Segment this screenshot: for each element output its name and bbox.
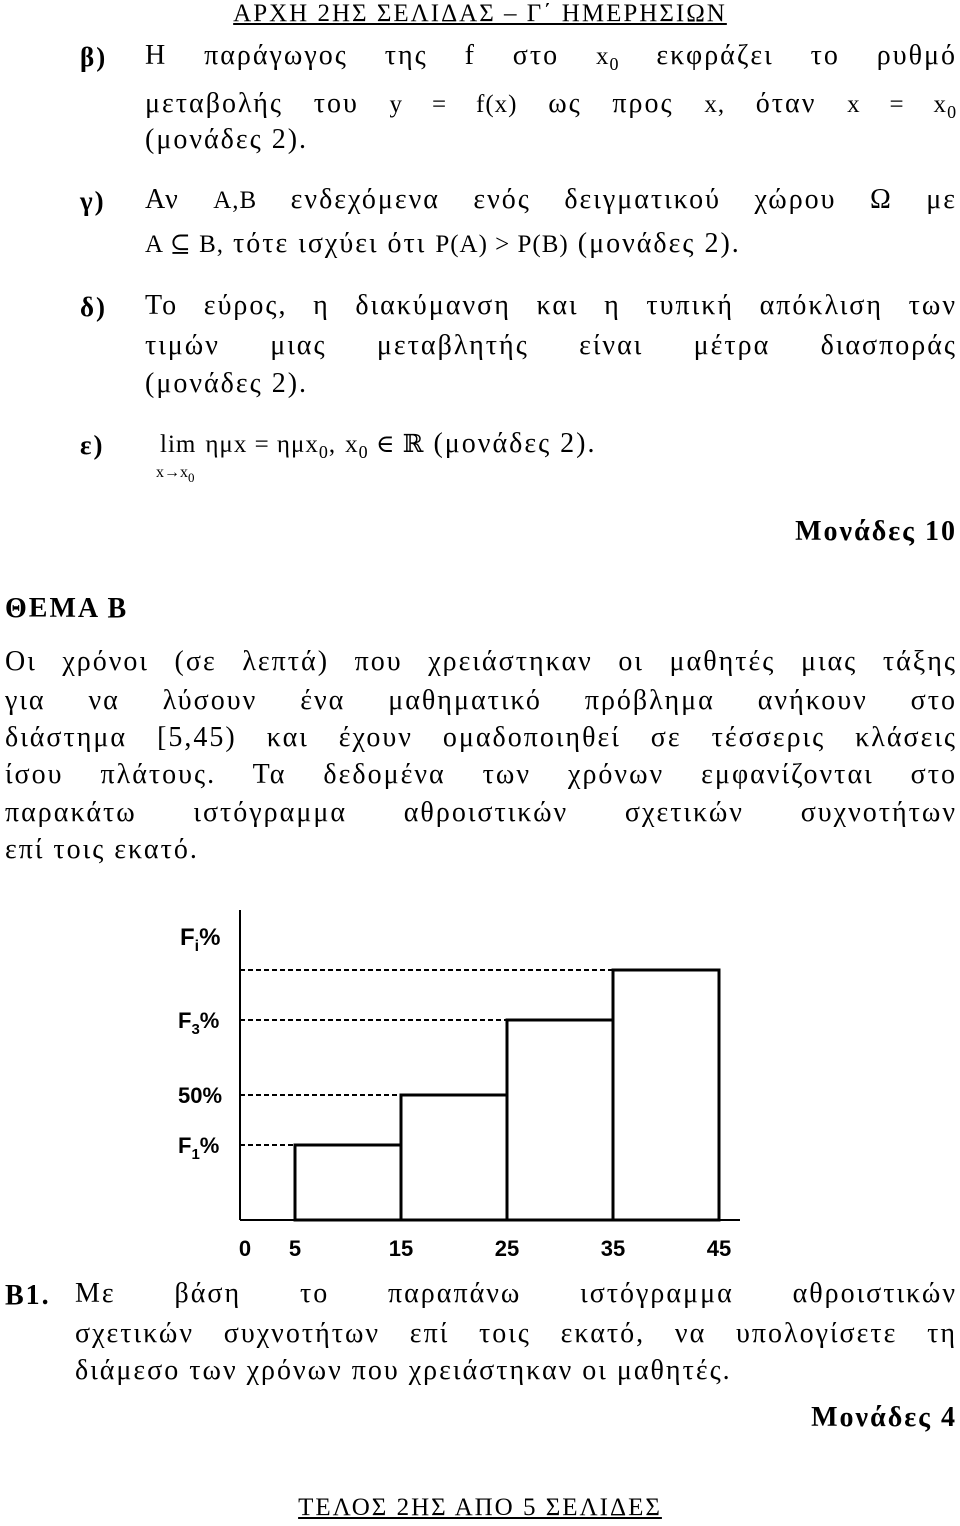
gamma-text-1: Αν (145, 184, 180, 215)
beta-text-5: όταν (755, 88, 817, 119)
gamma-text-5: (μονάδες 2). (577, 228, 741, 259)
item-delta-line-2: τιμών μιας μεταβλητής είναι μέτρα διασποράς (145, 330, 957, 361)
item-delta-label: δ) (80, 292, 108, 322)
item-beta-label: β) (80, 42, 108, 72)
beta-text-4: ως προς (548, 88, 674, 119)
page-header: ΑΡΧΗ 2ΗΣ ΣΕΛΙΔΑΣ – Γ΄ ΗΜΕΡΗΣΙΩΝ (233, 0, 727, 27)
beta-equation-y: y = f(x) (389, 91, 518, 118)
item-delta-line-3: (μονάδες 2). (145, 368, 309, 399)
item-beta-line-3: (μονάδες 2). (145, 124, 309, 155)
histogram-bar-4 (613, 970, 719, 1220)
y-tick-label-1: $F_1\%$ (178, 1133, 220, 1163)
beta-text-2: εκφράζει το ρυθμό (656, 40, 957, 71)
item-beta-line-1 (145, 40, 957, 75)
thema-b-line-4: ίσου πλάτους. Τα δεδομένα των χρόνων εμφανίζονται στο (5, 759, 957, 790)
item-gamma-line-2 (145, 228, 741, 260)
b1-line-1: Με βάση το παραπάνω ιστόγραμμα αθροιστικών (75, 1278, 957, 1309)
item-epsilon-line (160, 428, 596, 463)
epsilon-expression: ημx = ημx$_0$, (205, 431, 337, 462)
thema-b-line-6: επί τοις εκατό. (5, 834, 199, 865)
beta-equation-x: $x = x_0$ (847, 91, 958, 122)
epsilon-x0-in-r: $x_0$ ∈ ℝ (345, 431, 425, 462)
epsilon-lim: lim (160, 431, 197, 458)
epsilon-units: (μονάδες 2). (433, 428, 597, 459)
units-b1: Μονάδες 4 (811, 1402, 957, 1433)
b1-line-3: διάμεσο των χρόνων που χρειάστηκαν οι μαθητές. (75, 1355, 732, 1386)
x-tick-label-45: 45 (706, 1236, 732, 1261)
item-delta-line-1: Το εύρος, η διακύμανση και η τυπική απόκλιση των (145, 290, 957, 321)
gamma-text-4: τότε ισχύει ότι (233, 228, 427, 259)
item-beta-line-2 (145, 88, 957, 123)
epsilon-lim-subscript: $x\to x_0$ (156, 464, 195, 485)
x-tick-label-5: 5 (288, 1236, 302, 1261)
thema-b-title: ΘΕΜΑ Β (5, 593, 129, 624)
histogram-bar-2 (401, 1095, 507, 1220)
item-gamma-label: γ) (80, 186, 106, 216)
gamma-subset: A ⊆ B, (145, 231, 225, 258)
y-tick-label-3: $F_3\%$ (178, 1008, 220, 1038)
gamma-probability: P(A) > P(B) (435, 231, 569, 258)
thema-b-line-3: διάστημα [5,45) και έχουν ομαδοποιηθεί σε τέσσερις κλάσεις (5, 722, 957, 753)
thema-b-line-2: για να λύσουν ένα μαθηματικό πρόβλημα ανήκουν στο (5, 685, 957, 716)
beta-var-x: x, (704, 91, 726, 118)
item-epsilon-label: ε) (80, 430, 105, 460)
beta-text-3: μεταβολής του (145, 88, 359, 119)
y-tick-label-2: 50% (178, 1083, 223, 1108)
thema-b-line-5: παρακάτω ιστόγραμμα αθροιστικών σχετικών συχνοτήτων (5, 797, 957, 828)
beta-text-1: Η παράγωγος της f στο (145, 40, 560, 71)
item-gamma-line-1 (145, 184, 957, 216)
histogram-bar-3 (507, 1020, 613, 1220)
cumulative-histogram (160, 900, 760, 1270)
y-axis-title: $F_i\%$ (180, 924, 221, 955)
gamma-text-3: με (926, 184, 957, 215)
gamma-text-2: ενδεχόμενα ενός δειγματικού χώρου (290, 184, 837, 215)
units-part-a: Μονάδες 10 (795, 516, 957, 547)
x-tick-label-35: 35 (600, 1236, 626, 1261)
b1-line-2: σχετικών συχνοτήτων επί τοις εκατό, να υπολογίσετε τη (75, 1318, 957, 1349)
x-tick-label-15: 15 (388, 1236, 414, 1261)
histogram-bar-1 (295, 1145, 401, 1220)
x-tick-label-25: 25 (494, 1236, 520, 1261)
page-footer: ΤΕΛΟΣ 2ΗΣ ΑΠΟ 5 ΣΕΛΙΔΕΣ (298, 1494, 662, 1521)
b1-label: Β1. (5, 1280, 51, 1311)
x-tick-label-0: 0 (238, 1236, 252, 1261)
thema-b-line-1: Οι χρόνοι (σε λεπτά) που χρειάστηκαν οι μαθητές μιας τάξης (5, 646, 957, 677)
gamma-omega: Ω (869, 184, 893, 215)
gamma-events: A,B (213, 187, 258, 214)
beta-x0: $x_0$ (596, 43, 620, 74)
